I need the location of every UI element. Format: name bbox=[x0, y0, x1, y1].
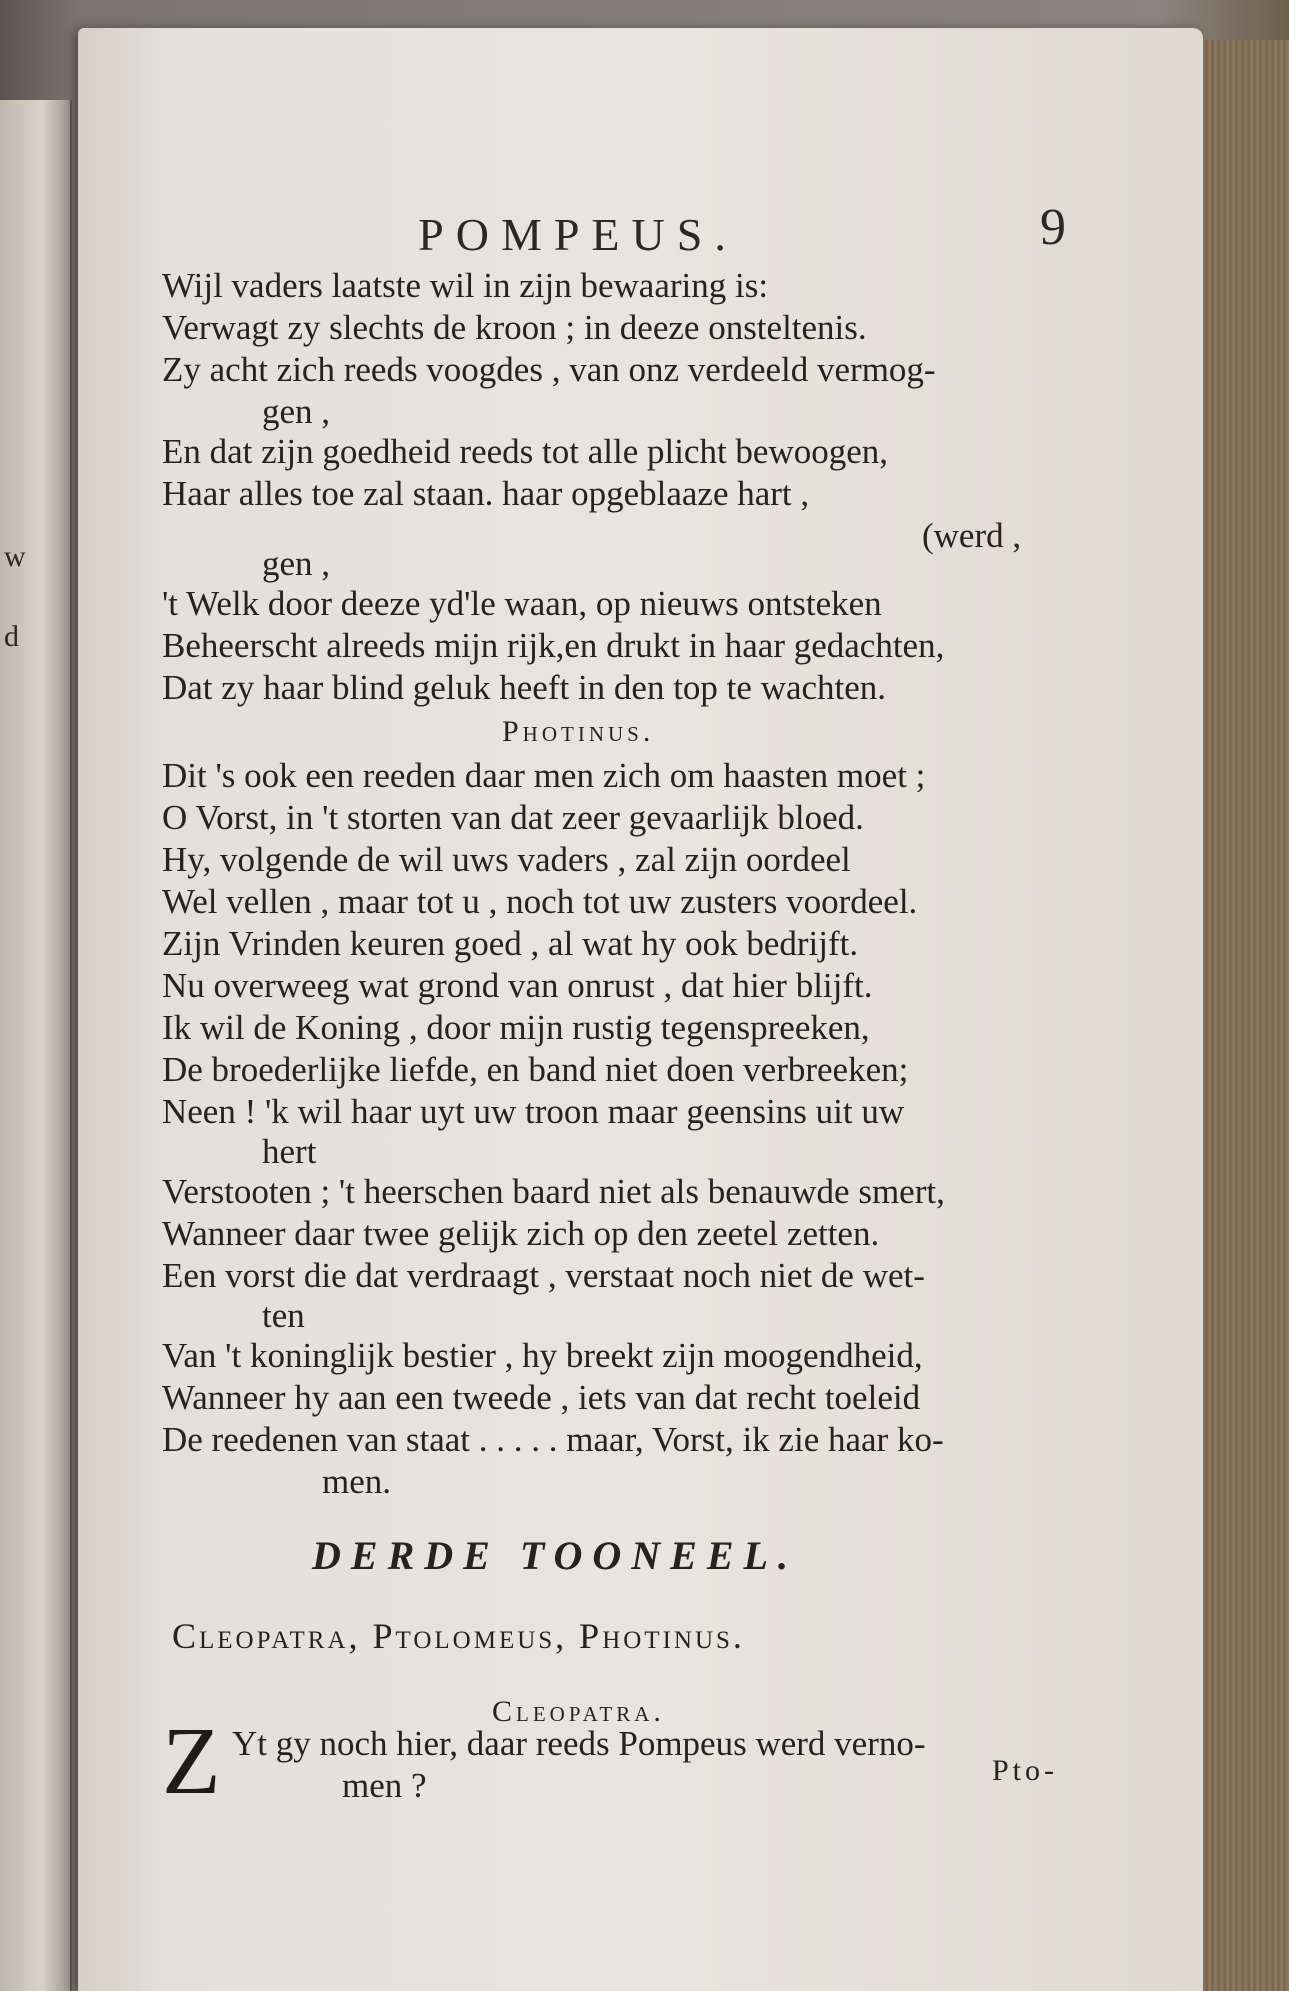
verse-line: Ik wil de Koning , door mijn rustig tegenspreeken, bbox=[162, 1008, 870, 1047]
book-page bbox=[78, 28, 1203, 1991]
verse-line: Nu overweeg wat grond van onrust , dat hier blijft. bbox=[162, 966, 873, 1005]
verse-line: Wanneer hy aan een tweede , iets van dat recht toeleid bbox=[162, 1378, 921, 1417]
verse-line: O Vorst, in 't storten van dat zeer gevaarlijk bloed. bbox=[162, 798, 864, 837]
page-stack-edge bbox=[1195, 40, 1289, 1991]
verse-line: Zy acht zich reeds voogdes , van onz verdeeld vermog- bbox=[162, 350, 936, 389]
speaker-name: Cleopatra. bbox=[492, 1695, 665, 1728]
verse-turnover: hert bbox=[262, 1132, 317, 1171]
running-head: POMPEUS. bbox=[418, 209, 738, 260]
verse-turnover: gen , bbox=[262, 392, 331, 431]
verse-line: De reedenen van staat . . . . . maar, Vorst, ik zie haar ko- bbox=[162, 1420, 944, 1459]
verse-turnover: gen , bbox=[262, 544, 331, 583]
verse-line: Verwagt zy slechts de kroon ; in deeze onsteltenis. bbox=[162, 308, 867, 347]
cast-list: Cleopatra, Ptolomeus, Photinus. bbox=[172, 1616, 745, 1656]
verse-line: Dit 's ook een reeden daar men zich om haasten moet ; bbox=[162, 756, 926, 795]
verse-line: Beheerscht alreeds mijn rijk,en drukt in haar gedachten, bbox=[162, 626, 945, 665]
verse-line: Verstooten ; 't heerschen baard niet als benauwde smert, bbox=[162, 1172, 945, 1211]
verse-line: 't Welk door deeze yd'le waan, op nieuws ontsteken bbox=[162, 584, 882, 623]
verse-line: Een vorst die dat verdraagt , verstaat noch niet de wet- bbox=[162, 1256, 925, 1295]
drop-cap: Z bbox=[162, 1707, 221, 1814]
catchword: Pto- bbox=[992, 1754, 1059, 1787]
verse-line: Wanneer daar twee gelijk zich op den zeetel zetten. bbox=[162, 1214, 880, 1253]
verse-line: Wijl vaders laatste wil in zijn bewaaring is: bbox=[162, 266, 769, 305]
left-page-edge bbox=[0, 100, 72, 1991]
left-page-fragment: d bbox=[4, 620, 19, 653]
left-page-fragment: w bbox=[4, 540, 26, 573]
verse-line: Zijn Vrinden keuren goed , al wat hy ook bedrijft. bbox=[162, 924, 859, 963]
speaker-name: Photinus. bbox=[502, 715, 655, 748]
verse-turnover: ten bbox=[262, 1296, 305, 1335]
scene-title: DERDE TOONEEL. bbox=[312, 1533, 798, 1578]
verse-line: Wel vellen , maar tot u , noch tot uw zusters voordeel. bbox=[162, 882, 918, 921]
verse-line: Neen ! 'k wil haar uyt uw troon maar geensins uit uw bbox=[162, 1092, 905, 1131]
verse-turnover: men. bbox=[322, 1462, 392, 1501]
verse-line: Dat zy haar blind geluk heeft in den top te wachten. bbox=[162, 668, 887, 707]
page-number: 9 bbox=[1040, 199, 1066, 256]
verse-line: En dat zijn goedheid reeds tot alle plicht bewoogen, bbox=[162, 432, 889, 471]
verse-line: Haar alles toe zal staan. haar opgeblaaze hart , bbox=[162, 474, 810, 513]
verse-line: Hy, volgende de wil uws vaders , zal zijn oordeel bbox=[162, 840, 851, 879]
verse-line: Van 't koninglijk bestier , hy breekt zijn moogendheid, bbox=[162, 1336, 923, 1375]
verse-turnover: men ? bbox=[342, 1766, 427, 1805]
verse-turnover: (werd , bbox=[922, 516, 1022, 555]
verse-line: Yt gy noch hier, daar reeds Pompeus werd verno- bbox=[232, 1724, 926, 1763]
verse-line: De broederlijke liefde, en band niet doen verbreeken; bbox=[162, 1050, 909, 1089]
